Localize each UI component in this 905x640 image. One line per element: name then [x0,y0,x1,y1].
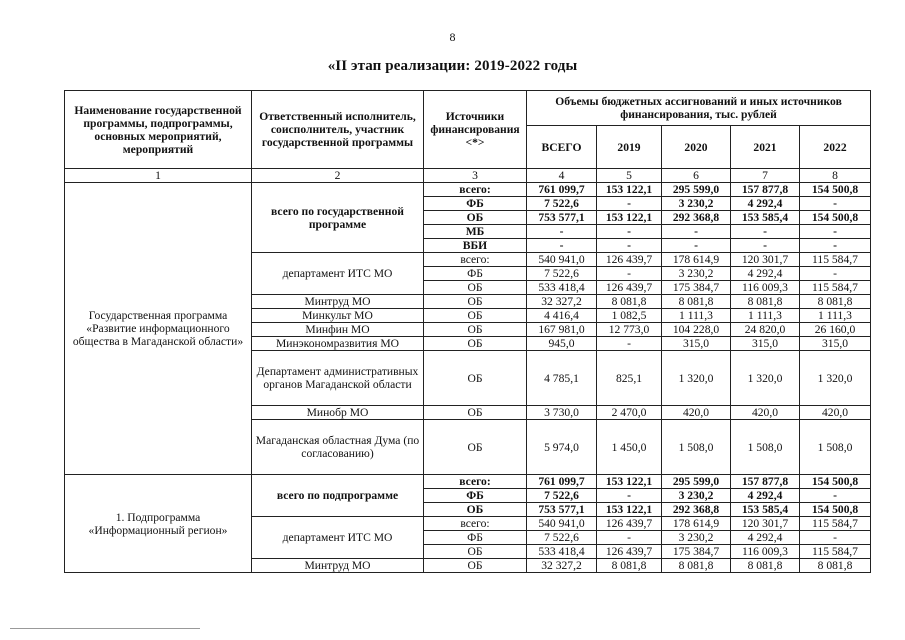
value-cell: 533 418,4 [527,281,597,295]
value-cell: - [597,267,662,281]
value-cell: 116 009,3 [731,545,800,559]
source-cell: ОБ [424,309,527,323]
source-cell: ОБ [424,281,527,295]
value-cell: 126 439,7 [597,517,662,531]
value-cell: 7 522,6 [527,489,597,503]
value-cell: - [800,489,871,503]
value-cell: 761 099,7 [527,183,597,197]
value-cell: 8 081,8 [800,559,871,573]
column-index: 5 [597,169,662,183]
executor-cell: Минфин МО [252,323,424,337]
column-index: 3 [424,169,527,183]
source-cell: всего: [424,253,527,267]
value-cell: 8 081,8 [731,559,800,573]
executor-cell: Минкульт МО [252,309,424,323]
value-cell: - [800,531,871,545]
value-cell: 295 599,0 [662,475,731,489]
value-cell: 1 111,3 [731,309,800,323]
source-cell: ФБ [424,489,527,503]
value-cell: 1 508,0 [800,420,871,475]
value-cell: 115 584,7 [800,253,871,267]
value-cell: 167 981,0 [527,323,597,337]
value-cell: - [662,239,731,253]
value-cell: 420,0 [662,406,731,420]
value-cell: 120 301,7 [731,253,800,267]
value-cell: - [800,267,871,281]
value-cell: 178 614,9 [662,253,731,267]
value-cell: 1 111,3 [662,309,731,323]
header-year-2019: 2019 [597,126,662,169]
source-cell: ФБ [424,197,527,211]
value-cell: 8 081,8 [662,559,731,573]
source-cell: МБ [424,225,527,239]
value-cell: 420,0 [731,406,800,420]
value-cell: 540 941,0 [527,253,597,267]
executor-cell: Департамент административных органов Магаданской области [252,351,424,406]
value-cell: 157 877,8 [731,183,800,197]
value-cell: 153 585,4 [731,211,800,225]
value-cell: 104 228,0 [662,323,731,337]
source-cell: ОБ [424,323,527,337]
source-cell: ФБ [424,267,527,281]
executor-cell: Минтруд МО [252,559,424,573]
column-index: 4 [527,169,597,183]
source-cell: ОБ [424,545,527,559]
value-cell: 1 111,3 [800,309,871,323]
value-cell: - [800,197,871,211]
value-cell: 4 292,4 [731,267,800,281]
value-cell: 157 877,8 [731,475,800,489]
value-cell: 533 418,4 [527,545,597,559]
value-cell: 1 508,0 [731,420,800,475]
value-cell: 4 416,4 [527,309,597,323]
value-cell: 3 230,2 [662,267,731,281]
value-cell: 8 081,8 [597,559,662,573]
value-cell: 175 384,7 [662,281,731,295]
source-cell: ОБ [424,337,527,351]
subprogram-name: 1. Подпрограмма «Информационный регион» [65,475,252,573]
value-cell: - [597,225,662,239]
value-cell: 1 320,0 [662,351,731,406]
page-number: 8 [449,30,456,44]
program-name: Государственная программа «Развитие информационного общества в Магаданской области» [65,183,252,475]
source-cell: ОБ [424,211,527,225]
value-cell: 3 730,0 [527,406,597,420]
total-label: всего по подпрограмме [252,475,424,517]
value-cell: 1 320,0 [731,351,800,406]
value-cell: 753 577,1 [527,503,597,517]
value-cell: 153 122,1 [597,211,662,225]
value-cell: 8 081,8 [662,295,731,309]
source-cell: ОБ [424,503,527,517]
value-cell: 1 450,0 [597,420,662,475]
value-cell: 315,0 [800,337,871,351]
value-cell: 178 614,9 [662,517,731,531]
executor-cell: Минобр МО [252,406,424,420]
header-year-2021: 2021 [731,126,800,169]
value-cell: - [597,197,662,211]
source-cell: всего: [424,183,527,197]
executor-cell: Минтруд МО [252,295,424,309]
value-cell: 153 122,1 [597,503,662,517]
value-cell: 154 500,8 [800,503,871,517]
value-cell: 32 327,2 [527,295,597,309]
source-cell: всего: [424,517,527,531]
value-cell: 761 099,7 [527,475,597,489]
executor-cell: Минэкономразвития МО [252,337,424,351]
value-cell: 4 292,4 [731,489,800,503]
source-cell: ОБ [424,559,527,573]
value-cell: - [731,225,800,239]
executor-cell: департамент ИТС МО [252,253,424,295]
value-cell: 153 585,4 [731,503,800,517]
value-cell: 1 508,0 [662,420,731,475]
source-cell: ОБ [424,420,527,475]
column-index: 1 [65,169,252,183]
value-cell: 115 584,7 [800,517,871,531]
value-cell: 175 384,7 [662,545,731,559]
value-cell: - [597,337,662,351]
value-cell: 8 081,8 [597,295,662,309]
source-cell: ФБ [424,531,527,545]
value-cell: 315,0 [662,337,731,351]
value-cell: 115 584,7 [800,545,871,559]
value-cell: 12 773,0 [597,323,662,337]
value-cell: 945,0 [527,337,597,351]
value-cell: - [800,225,871,239]
table-row [65,475,871,489]
value-cell: 8 081,8 [800,295,871,309]
value-cell: 315,0 [731,337,800,351]
value-cell: 26 160,0 [800,323,871,337]
value-cell: 115 584,7 [800,281,871,295]
value-cell: - [597,489,662,503]
header-year-2022: 2022 [800,126,871,169]
value-cell: 540 941,0 [527,517,597,531]
value-cell: 153 122,1 [597,183,662,197]
value-cell: 4 292,4 [731,531,800,545]
value-cell: 292 368,8 [662,503,731,517]
value-cell: 295 599,0 [662,183,731,197]
value-cell: 1 320,0 [800,351,871,406]
value-cell: - [527,239,597,253]
page-title: «II этап реализации: 2019-2022 годы [327,58,578,74]
value-cell: 153 122,1 [597,475,662,489]
value-cell: 126 439,7 [597,545,662,559]
budget-table [64,90,871,573]
value-cell: - [597,239,662,253]
value-cell: 7 522,6 [527,267,597,281]
value-cell: - [662,225,731,239]
source-cell: ОБ [424,295,527,309]
value-cell: 3 230,2 [662,531,731,545]
value-cell: 154 500,8 [800,183,871,197]
value-cell: 126 439,7 [597,281,662,295]
column-index: 7 [731,169,800,183]
value-cell: 1 082,5 [597,309,662,323]
value-cell: - [527,225,597,239]
value-cell: 154 500,8 [800,475,871,489]
header-executor: Ответственный исполнитель, соисполнитель, участник государственной программы [252,91,424,169]
value-cell: 24 820,0 [731,323,800,337]
value-cell: 292 368,8 [662,211,731,225]
value-cell: 7 522,6 [527,197,597,211]
value-cell: 120 301,7 [731,517,800,531]
header-source: Источники финансирования <*> [424,91,527,169]
value-cell: 126 439,7 [597,253,662,267]
value-cell: 4 292,4 [731,197,800,211]
header-year-2020: 2020 [662,126,731,169]
value-cell: - [597,531,662,545]
value-cell: 3 230,2 [662,197,731,211]
value-cell: - [800,239,871,253]
executor-cell: Магаданская областная Дума (по согласованию) [252,420,424,475]
header-total: ВСЕГО [527,126,597,169]
value-cell: 2 470,0 [597,406,662,420]
column-index-row [65,169,871,183]
executor-cell: департамент ИТС МО [252,517,424,559]
value-cell: 4 785,1 [527,351,597,406]
source-cell: ВБИ [424,239,527,253]
header-volumes: Объемы бюджетных ассигнований и иных источников финансирования, тыс. рублей [527,91,871,126]
value-cell: 154 500,8 [800,211,871,225]
value-cell: 116 009,3 [731,281,800,295]
value-cell: 3 230,2 [662,489,731,503]
column-index: 6 [662,169,731,183]
source-cell: ОБ [424,351,527,406]
value-cell: 8 081,8 [731,295,800,309]
source-cell: всего: [424,475,527,489]
value-cell: 825,1 [597,351,662,406]
table-row [65,183,871,197]
column-index: 8 [800,169,871,183]
value-cell: 420,0 [800,406,871,420]
value-cell: 5 974,0 [527,420,597,475]
total-label: всего по государственной программе [252,183,424,253]
footnote-divider [10,628,200,629]
value-cell: - [731,239,800,253]
header-name: Наименование государственной программы, подпрограммы, основных мероприятий, мероприятий [65,91,252,169]
source-cell: ОБ [424,406,527,420]
value-cell: 753 577,1 [527,211,597,225]
value-cell: 32 327,2 [527,559,597,573]
column-index: 2 [252,169,424,183]
value-cell: 7 522,6 [527,531,597,545]
